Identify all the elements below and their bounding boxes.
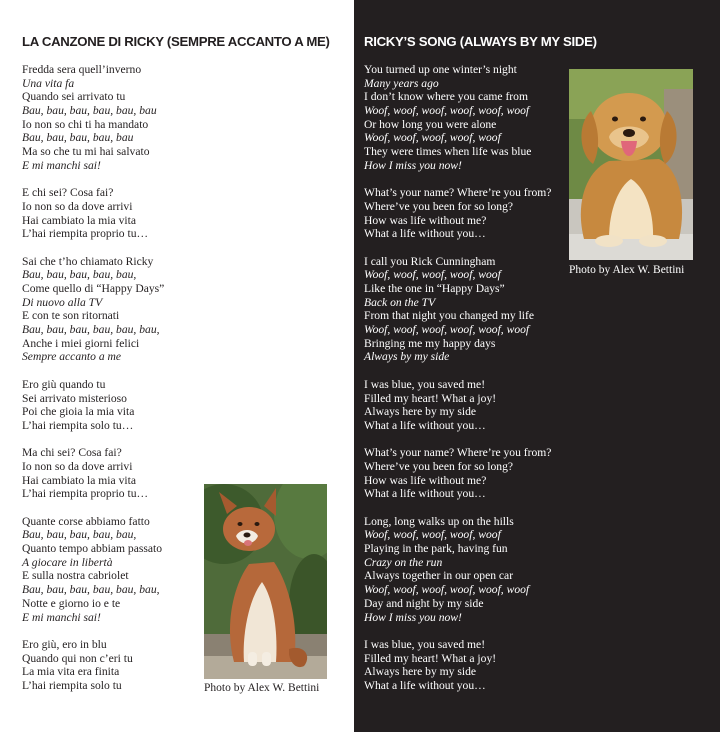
lyric-line: Or how long you were alone bbox=[364, 117, 497, 131]
lyric-line: Io non so da dove arrivi bbox=[22, 199, 133, 213]
english-lyrics bbox=[364, 63, 551, 706]
lyric-line: Back on the TV bbox=[364, 295, 436, 309]
lyric-line: Ero giù quando tu bbox=[22, 377, 106, 391]
lyric-line: Quanto tempo abbiam passato bbox=[22, 542, 163, 556]
lyric-line: Poi che gioia la mia vita bbox=[22, 405, 135, 419]
stanza bbox=[364, 255, 551, 365]
stanza bbox=[364, 63, 551, 173]
lyric-line: Filled my heart! What a joy! bbox=[364, 651, 497, 665]
lyric-line: What’s your name? Where’re you from? bbox=[364, 186, 552, 200]
lyric-line: Where’ve you been for so long? bbox=[364, 199, 514, 213]
lyric-line: L’hai riempita solo tu… bbox=[22, 418, 134, 432]
lyric-line: What’s your name? Where’re you from? bbox=[364, 446, 552, 460]
photo-credit-left: Photo by Alex W. Bettini bbox=[204, 682, 320, 694]
lyric-line: Like the one in “Happy Days” bbox=[364, 282, 505, 295]
lyric-line: Ero giù, ero in blu bbox=[22, 637, 107, 651]
lyric-line: Bau, bau, bau, bau, bau bbox=[22, 131, 134, 145]
lyric-line: Sai che t’ho chiamato Ricky bbox=[22, 254, 154, 268]
lyric-line: E mi manchi sai! bbox=[22, 610, 101, 624]
stanza bbox=[22, 446, 164, 501]
lyric-line: Di nuovo alla TV bbox=[22, 295, 103, 309]
lyric-line: Quante corse abbiamo fatto bbox=[22, 514, 150, 528]
lyric-line: What a life without you… bbox=[364, 678, 486, 692]
lyric-line: E chi sei? Cosa fai? bbox=[22, 186, 114, 200]
lyric-line: Woof, woof, woof, woof, woof, woof bbox=[364, 583, 530, 597]
lyric-line: How I miss you now! bbox=[364, 610, 462, 624]
lyric-line: Hai cambiato la mia vita bbox=[22, 473, 136, 487]
lyric-line: Where’ve you been for so long? bbox=[364, 459, 514, 473]
stanza bbox=[22, 186, 164, 241]
lyric-line: L’hai riempita solo tu bbox=[22, 678, 122, 692]
lyric-line: Quando qui non c’eri tu bbox=[22, 651, 133, 665]
lyric-line: Bau, bau, bau, bau, bau, bbox=[22, 528, 137, 542]
dog-photo-lying bbox=[569, 69, 693, 260]
lyric-line: L’hai riempita proprio tu… bbox=[22, 227, 149, 241]
lyric-line: I was blue, you saved me! bbox=[364, 637, 486, 651]
lyric-line: Playing in the park, having fun bbox=[364, 542, 508, 556]
lyric-line: L’hai riempita proprio tu… bbox=[22, 487, 149, 501]
lyric-line: What a life without you… bbox=[364, 418, 486, 432]
lyric-line: Always by my side bbox=[364, 350, 450, 364]
lyric-line: You turned up one winter’s night bbox=[364, 63, 517, 76]
stanza bbox=[22, 638, 164, 693]
lyric-line: From that night you changed my life bbox=[364, 309, 535, 323]
stanza bbox=[22, 63, 164, 173]
stanza bbox=[364, 515, 551, 625]
lyric-line: Bau, bau, bau, bau, bau, bau, bbox=[22, 323, 160, 337]
lyric-line: Woof, woof, woof, woof, woof, woof bbox=[364, 323, 530, 337]
lyric-line: Anche i miei giorni felici bbox=[22, 336, 140, 350]
lyric-line: Ma so che tu mi hai salvato bbox=[22, 145, 150, 159]
lyric-line: Woof, woof, woof, woof, woof bbox=[364, 131, 501, 145]
lyric-line: I call you Rick Cunningham bbox=[364, 254, 496, 268]
stanza bbox=[364, 638, 551, 693]
lyric-line: Long, long walks up on the hills bbox=[364, 514, 514, 528]
lyric-line: I don’t know where you came from bbox=[364, 90, 528, 104]
lyric-line: Always here by my side bbox=[364, 405, 477, 419]
lyric-line: Woof, woof, woof, woof, woof, woof bbox=[364, 104, 530, 118]
photo-credit-right: Photo by Alex W. Bettini bbox=[569, 264, 685, 276]
lyric-line: Crazy on the run bbox=[364, 555, 443, 569]
lyric-line: What a life without you… bbox=[364, 227, 486, 241]
lyric-line: Always here by my side bbox=[364, 665, 477, 679]
lyric-line: Many years ago bbox=[364, 76, 439, 90]
lyric-line: Bau, bau, bau, bau, bau, bau bbox=[22, 104, 157, 118]
lyric-line: Come quello di “Happy Days” bbox=[22, 282, 165, 295]
stanza bbox=[364, 378, 551, 433]
dog-photo-sitting bbox=[204, 484, 327, 679]
lyric-line: Io non so da dove arrivi bbox=[22, 459, 133, 473]
lyric-line: Notte e giorno io e te bbox=[22, 596, 121, 610]
lyric-line: Io non so chi ti ha mandato bbox=[22, 117, 149, 131]
lyric-line: La mia vita era finita bbox=[22, 665, 120, 679]
lyric-line: How was life without me? bbox=[364, 473, 487, 487]
lyric-line: Sei arrivato misterioso bbox=[22, 391, 127, 405]
lyric-line: Bau, bau, bau, bau, bau, bbox=[22, 268, 137, 282]
lyric-line: Sempre accanto a me bbox=[22, 350, 122, 364]
lyric-line: E sulla nostra cabriolet bbox=[22, 569, 129, 583]
lyric-line: Bau, bau, bau, bau, bau, bau, bbox=[22, 583, 160, 597]
stanza bbox=[22, 255, 164, 365]
lyric-line: Bringing me my happy days bbox=[364, 336, 496, 350]
lyric-line: Day and night by my side bbox=[364, 596, 484, 610]
stanza bbox=[364, 186, 551, 241]
lyric-line: Woof, woof, woof, woof, woof bbox=[364, 528, 501, 542]
english-song-title: RICKY’S SONG (ALWAYS BY MY SIDE) bbox=[364, 34, 597, 49]
lyric-line: E con te son ritornati bbox=[22, 309, 120, 323]
stanza bbox=[22, 515, 164, 625]
lyric-line: Always together in our open car bbox=[364, 569, 514, 583]
stanza bbox=[364, 446, 551, 501]
lyric-line: Una vita fa bbox=[22, 76, 75, 90]
lyric-line: A giocare in libertà bbox=[22, 555, 113, 569]
italian-lyrics bbox=[22, 63, 164, 706]
english-lyrics-page bbox=[354, 0, 720, 732]
lyric-line: E mi manchi sai! bbox=[22, 158, 101, 172]
lyric-line: They were times when life was blue bbox=[364, 145, 532, 159]
lyric-line: Quando sei arrivato tu bbox=[22, 90, 126, 104]
lyric-line: Fredda sera quell’inverno bbox=[22, 63, 142, 76]
stanza bbox=[22, 378, 164, 433]
lyric-line: I was blue, you saved me! bbox=[364, 377, 486, 391]
italian-lyrics-page bbox=[0, 0, 354, 732]
lyric-line: How I miss you now! bbox=[364, 158, 462, 172]
lyric-line: Woof, woof, woof, woof, woof bbox=[364, 268, 501, 282]
lyric-line: What a life without you… bbox=[364, 487, 486, 501]
lyric-line: Filled my heart! What a joy! bbox=[364, 391, 497, 405]
lyric-line: Hai cambiato la mia vita bbox=[22, 213, 136, 227]
italian-song-title: LA CANZONE DI RICKY (SEMPRE ACCANTO A ME) bbox=[22, 34, 330, 49]
lyric-line: Ma chi sei? Cosa fai? bbox=[22, 446, 122, 460]
lyric-line: How was life without me? bbox=[364, 213, 487, 227]
